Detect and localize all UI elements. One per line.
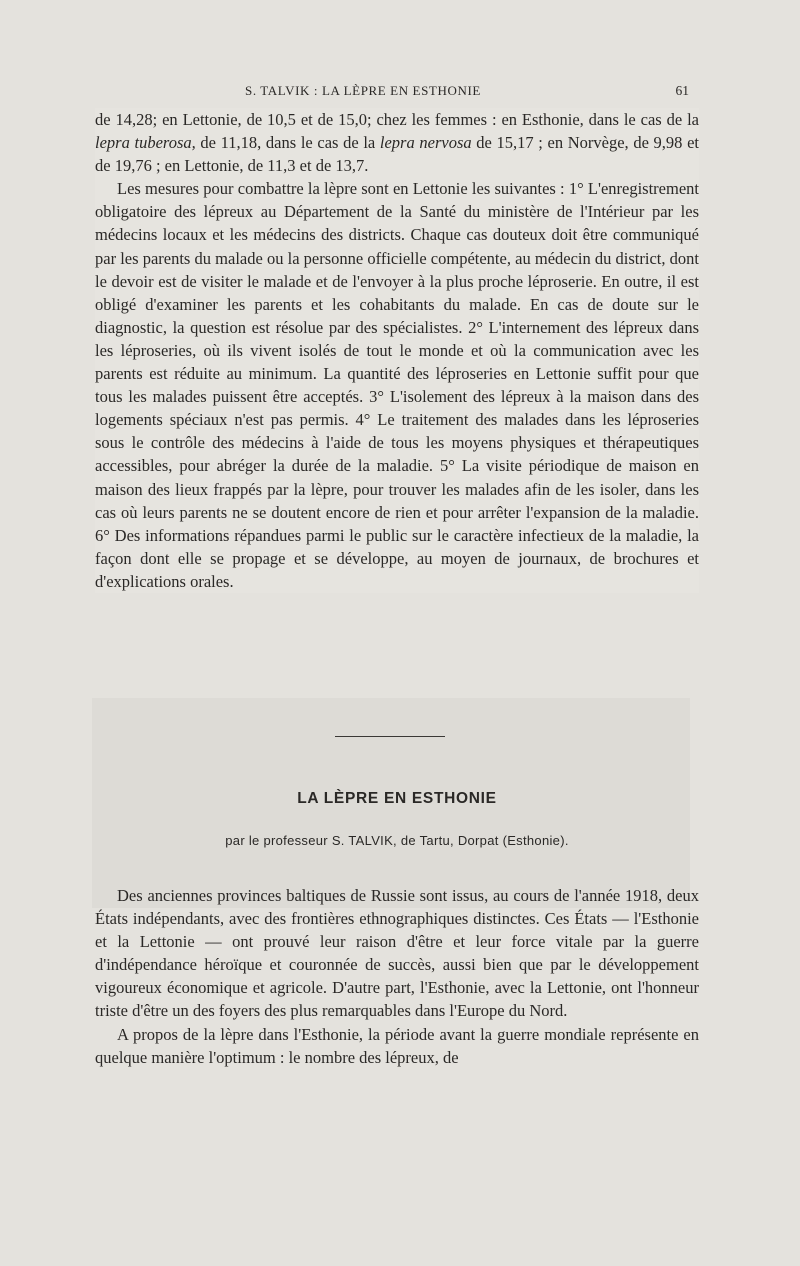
section-separator-rule bbox=[335, 736, 445, 737]
running-title: S. TALVIK : LA LÈPRE EN ESTHONIE bbox=[245, 83, 481, 98]
measures-paragraph: Les mesures pour combattre la lèpre sont en Lettonie les suivantes : 1° L'enregistrement obligatoire des lépreux au Département de la Santé du ministère de l'Intérieur par les médecins locaux et les médecins des districts. Chaque cas douteux doit être communiqué par les parents du malade ou la personne officielle compétente, au médecin du district, dont le devoir est de visiter le malade et de l'envoyer à la plus proche léproserie. En outre, il est obligé d'examiner les parents et les cohabitants du malade. En cas de doute sur le diagnostic, la question est résolue par des spécialistes. 2° L'internement des lépreux dans les léproseries, où ils vivent isolés de tout le monde et où la communication avec les parents est réduite au minimum. La quantité des léproseries en Lettonie suffit pour que tous les malades puissent être acceptés. 3° L'isolement des lépreux à la maison dans des logements spéciaux n'est pas permis. 4° Le traitement des malades dans les léproseries sous le contrôle des médecins à l'aide de tous les moyens physiques et thérapeutiques accessibles, pour abréger la durée de la maladie. 5° La visite périodique de maison en maison des lieux frappés par la lèpre, pour trouver les malades afin de les isoler, dans les cas où leurs parents ne se doutent encore de rien et pour arrêter l'expansion de la maladie. 6° Des informations répandues parmi le public sur le caractère infectieux de la maladie, la façon dont elle se propage et se développe, au moyen de journaux, de brochures et d'explications orales. bbox=[95, 179, 699, 591]
article-byline: par le professeur S. TALVIK, de Tartu, Dorpat (Esthonie). bbox=[225, 833, 569, 848]
article-body bbox=[95, 884, 699, 1069]
body-paragraph-2: A propos de la lèpre dans l'Esthonie, la période avant la guerre mondiale représente en quelque manière l'optimum : le nombre des lépreux, de bbox=[95, 1024, 699, 1067]
running-head bbox=[95, 83, 699, 103]
term-lepra-tuberosa: lepra tuberosa, bbox=[95, 133, 196, 153]
term-lepra-nervosa: lepra nervosa bbox=[379, 133, 472, 153]
page-number: 61 bbox=[675, 83, 689, 98]
text-run: de 11,18, dans le cas de la bbox=[195, 133, 380, 153]
article-title: LA LÈPRE EN ESTHONIE bbox=[297, 790, 497, 807]
text-run: de 15,17 ; en Norvège, de 9,98 et de 19,76 ; en Lettonie, de 11,3 et de 13,7. bbox=[95, 133, 699, 176]
text-run: de 14,28; en Lettonie, de 10,5 et de 15,0; chez les femmes : en Esthonie, dans le cas de la bbox=[95, 110, 699, 129]
continuation-paragraph bbox=[95, 108, 699, 177]
previous-article-continuation bbox=[95, 108, 699, 593]
body-paragraph-1: Des anciennes provinces baltiques de Russie sont issus, au cours de l'année 1918, deux États indépendants, avec des frontières ethnographiques distinctes. Ces États — l'Esthonie et la Lettonie — ont prouvé leur raison d'être et leur force vitale par la guerre d'indépendance héroïque et couronnée de succès, aussi bien que par le développement vigoureux économique et agricole. D'autre part, l'Esthonie, avec la Lettonie, ont l'honneur triste d'être un des foyers des plus remarquables dans l'Europe du Nord. bbox=[95, 886, 699, 1021]
